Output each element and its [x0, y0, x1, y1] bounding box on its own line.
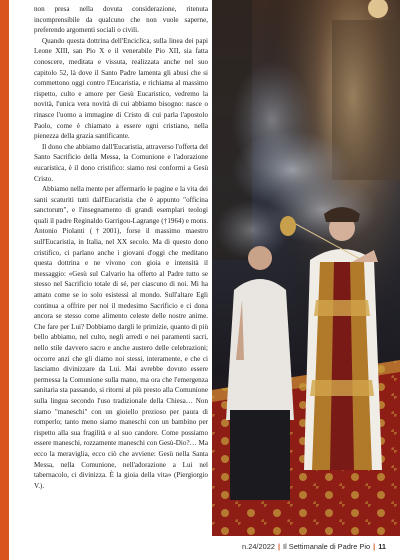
article-paragraph: non presa nella dovuta considerazione, ritenuta incomprensibile da qualcuno che non vuole saperne, preferendo argomenti sociali o civili.: [34, 5, 208, 35]
issue-number: n.24/2022: [242, 542, 275, 551]
article-paragraph: Quando questa dottrina dell'Enciclica, sulla linea dei papi Leone XIII, san Pio X e il venerabile Pio XII, sia fatta conoscere, meditata e vissuta, realizzata anche nel suo capitolo 52, là dove il Santo Padre lamenta gli abusi che si commettono oggi contro l'Eucaristia, e richiama al massimo rispetto, culto e amore per Gesù Eucaristico, vedremo la novità, l'unica vera novità di cui abbiamo bisogno: nasce o rinasce l'uomo a immagine di Cristo di cui parla l'apostolo Paolo, come è chiamato a essere ogni cristiano, nella pienezza della grazia santificante.: [34, 36, 208, 141]
liturgy-photo: [212, 0, 400, 536]
footer-separator: |: [277, 542, 281, 551]
page-footer: [242, 542, 386, 551]
article-paragraph: Il dono che abbiamo dall'Eucaristia, attraverso l'offerta del Santo Sacrificio della Messa, la Comunione e l'adorazione eucaristica, è il dono cristifico: siamo resi conformi a Gesù Cristo.: [34, 142, 208, 183]
footer-separator: |: [373, 542, 376, 551]
page-number: 11: [378, 542, 386, 551]
magazine-name: Il Settimanale di Padre Pio: [283, 542, 371, 551]
article-body: [34, 4, 208, 491]
article-paragraph: Abbiamo nella mente per affermarlo le pagine e la vita dei santi scaturiti tutti dall'Eucaristia che è appunto "officina sanctorum", e l'insegnamento di grandi esemplari teologi quali il padre Reginaldo Garrigou-Lagrange (†1964) e mons. Antonio Piolanti (†2001), forse il massimo maestro sull'Eucaristia, in Italia, nel XX secolo. Ma di questo dono cristifico, ci parlano anche i giovani d'oggi che meditano questa dottrina e ne vivono con gioia e intensità il messaggio: «Gesù sul Calvario ha offerto al Padre tutto se stesso nel Sacrificio totale di sé, per ciascuno di noi. Mi ha amato come se io solo esistessi al mondo. Sull'altare Egli continua a offrire per noi il medesimo Sacrificio e ci dona ancora se stesso come alimento celeste delle nostre anime. Che fare per Lui? Dobbiamo dargli le primizie, quanto di più bello abbiamo, nel culto, negli arredi e nei paramenti sacri, nello stile davvero sacro e anche austero delle celebrazioni; occorre anzi che gli diamo noi stessi, interamente, e che ci lasciamo divinizzare da Lui. Mai avrebbe dovuto essere permessa la Comunione sulla mano, ma ora che l'emergenza sanitaria sta passando, si ritorni al più presto alla Comunione sulla lingua secondo l'uso tradizionale della Chiesa… Non siamo "maneschi" con un gioiello prezioso per paura di romperlo; tanto meno siamo maneschi con un bambino per rispetto alla sua fragilità e al suo candore. Come possiamo essere maneschi, rozzamente maneschi con Gesù-Dio?… Ma ecco la meraviglia, ecco ciò che avviene: Gesù nella Santa Messa, nella Comunione, nell'adorazione a Lui nel tabernacolo, ci divinizza. È la gioia della vita» (Piergiorgio V.).: [34, 185, 208, 490]
page-edge-accent-bar: [0, 0, 9, 560]
